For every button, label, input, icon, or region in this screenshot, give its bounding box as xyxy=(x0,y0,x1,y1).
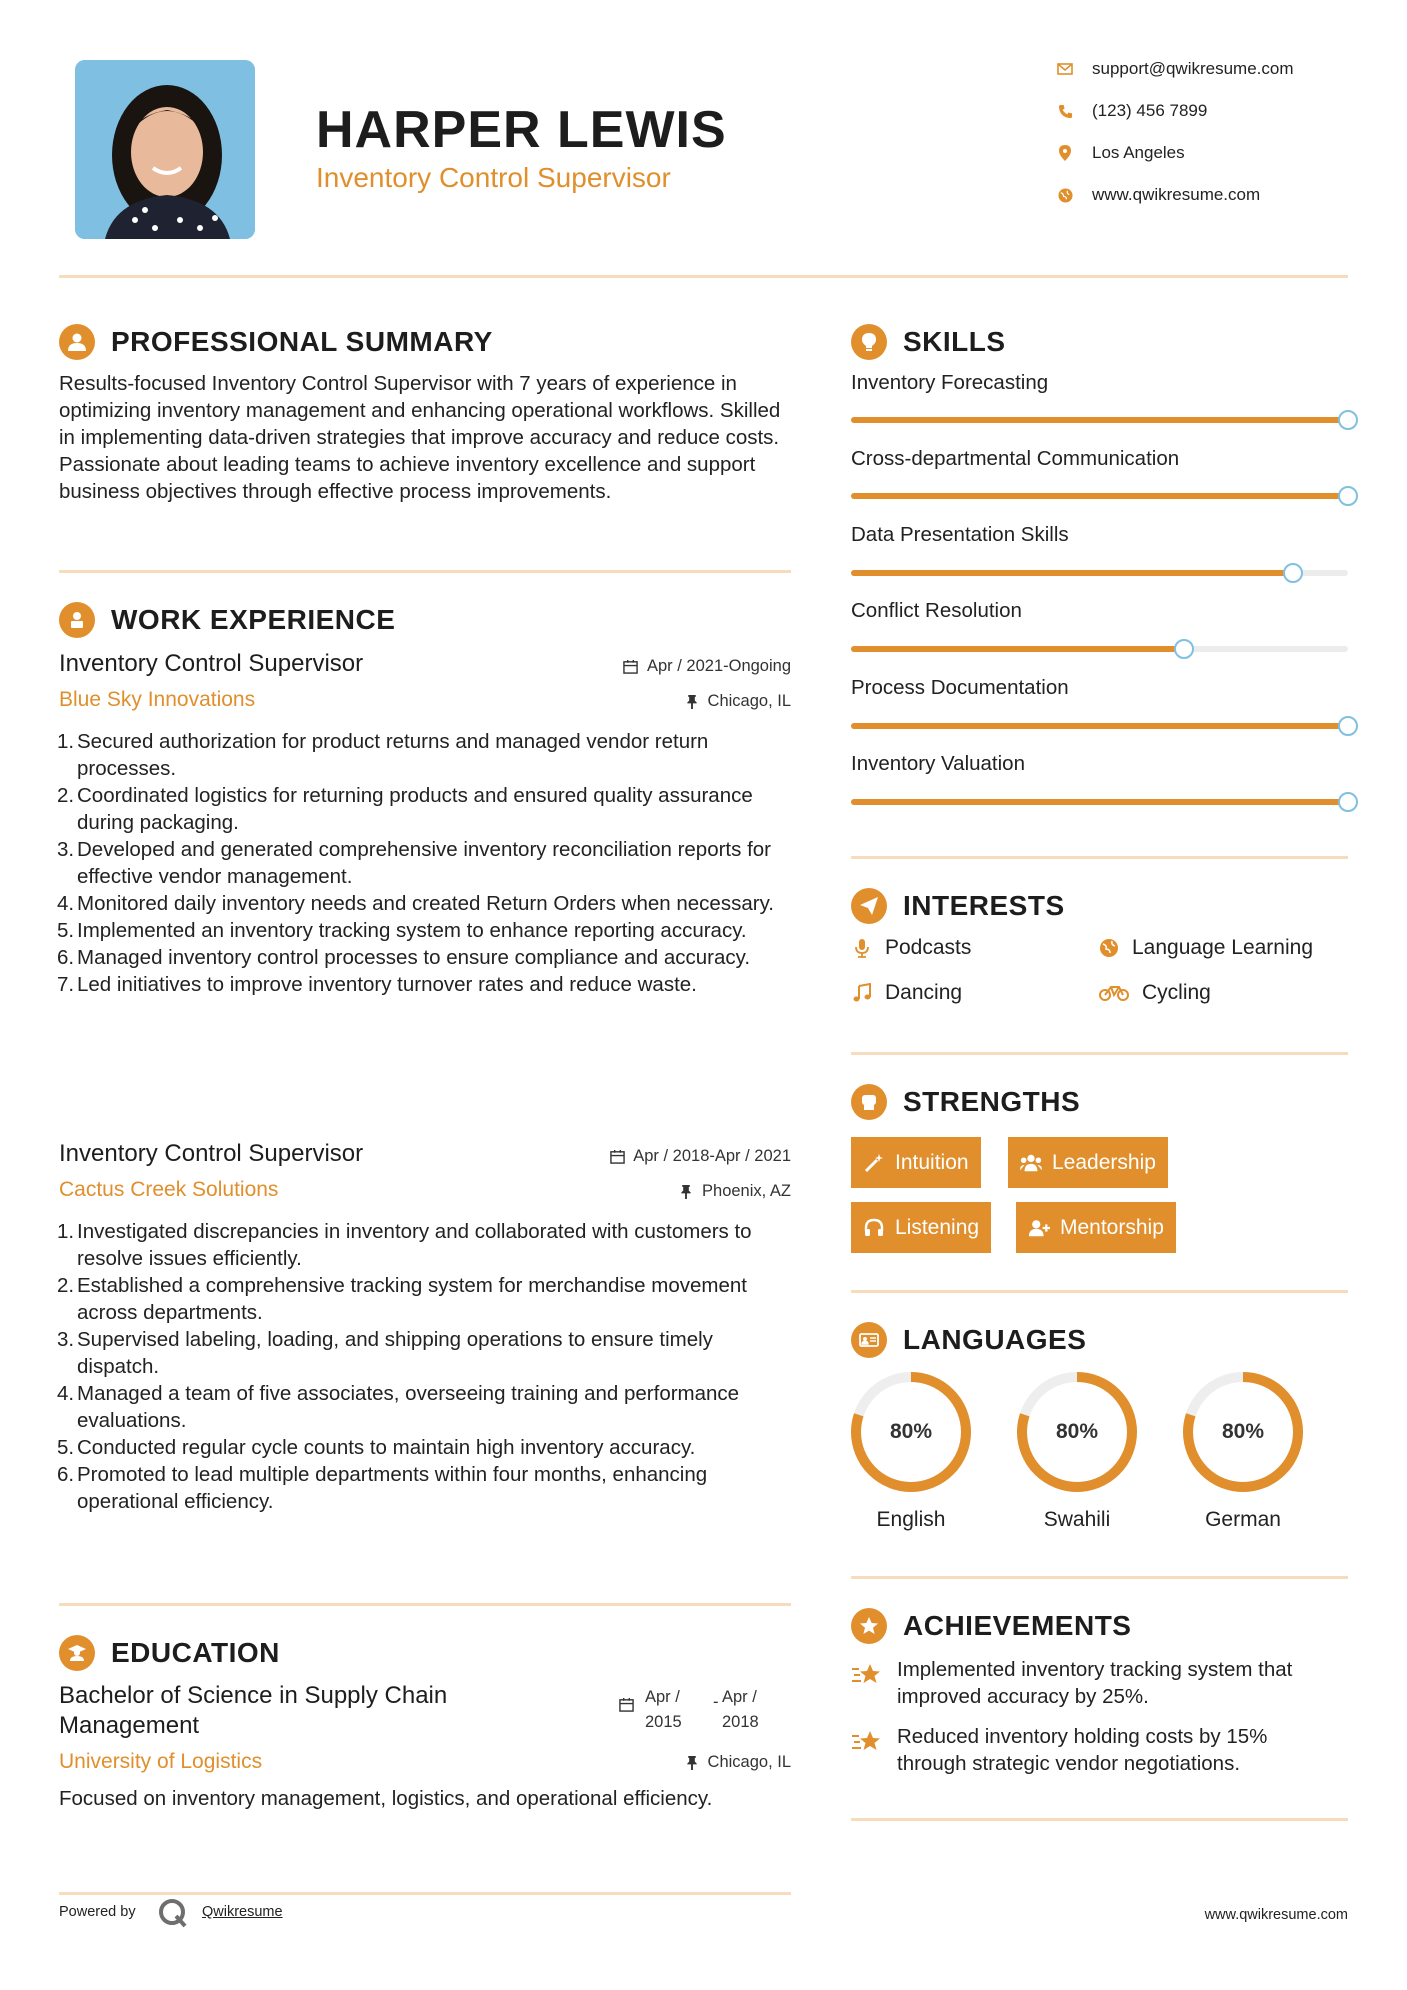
strengths-heading xyxy=(851,1084,1080,1120)
interest-dancing xyxy=(851,981,962,1005)
education-start-year: 2015 xyxy=(645,1713,682,1731)
powered-by-label: Powered by xyxy=(59,1904,136,1920)
strength-tag-listening xyxy=(851,1202,991,1253)
graduation-icon xyxy=(59,1635,95,1671)
contact-location-text: Los Angeles xyxy=(1092,143,1185,162)
skill-bar-fill xyxy=(851,417,1348,423)
globe-icon xyxy=(1098,937,1120,959)
list-item: 5. Implemented an inventory tracking system to enhance reporting accuracy. xyxy=(57,919,747,942)
skill-bar xyxy=(851,799,1348,805)
pushpin-icon xyxy=(684,694,700,710)
education-heading xyxy=(59,1635,280,1671)
footer-website[interactable]: www.qwikresume.com xyxy=(1204,1907,1348,1923)
list-item: 6. Promoted to lead multiple departments within four months, enhancing operational efficiency. xyxy=(57,1463,708,1513)
list-item: 6. Managed inventory control processes to ensure compliance and accuracy. xyxy=(57,946,751,969)
job-1-date-text: Apr / 2021-Ongoing xyxy=(646,657,791,675)
strength-label: Mentorship xyxy=(1060,1215,1164,1239)
skill-bar-knob xyxy=(1338,486,1358,506)
interests-title: INTERESTS xyxy=(903,890,1065,921)
achievements-heading xyxy=(851,1608,1131,1644)
contact-phone-text: (123) 456 7899 xyxy=(1092,101,1208,120)
skills-heading xyxy=(851,324,1006,360)
language-swahili xyxy=(1015,1370,1139,1531)
education-end-year: 2018 xyxy=(722,1713,759,1731)
education-divider xyxy=(59,1892,791,1895)
education-start-month: Apr / xyxy=(645,1688,680,1706)
language-name: English xyxy=(876,1508,946,1531)
skill-bar xyxy=(851,493,1348,499)
shooting-star-icon xyxy=(851,1658,883,1690)
job-2-location xyxy=(678,1182,791,1201)
degree-line-2: Management xyxy=(59,1712,200,1739)
skill-bar-knob xyxy=(1174,639,1194,659)
education-start-date xyxy=(645,1685,682,1735)
job-2-title: Inventory Control Supervisor xyxy=(59,1140,364,1167)
skill-bar-fill xyxy=(851,799,1348,805)
interest-cycling xyxy=(1098,981,1211,1005)
skill-bar-knob xyxy=(1338,716,1358,736)
interest-podcasts xyxy=(851,936,971,960)
education-location-text: Chicago, IL xyxy=(707,1753,791,1771)
languages-title: LANGUAGES xyxy=(903,1324,1087,1355)
strengths-title: STRENGTHS xyxy=(903,1086,1081,1117)
skill-bar-knob xyxy=(1338,792,1358,812)
list-item: 4. Monitored daily inventory needs and created Return Orders when necessary. xyxy=(57,892,774,915)
user-plus-icon xyxy=(1028,1217,1050,1239)
job-1-location xyxy=(684,692,791,711)
achievement-text: Reduced inventory holding costs by 15% through strategic vendor negotiations. xyxy=(897,1725,1268,1775)
skill-bar xyxy=(851,570,1348,576)
achievement-item xyxy=(851,1656,1321,1710)
skill-bar-knob xyxy=(1338,410,1358,430)
strength-tag-intuition xyxy=(851,1137,981,1188)
work-heading xyxy=(59,602,395,638)
user-icon xyxy=(59,324,95,360)
lightbulb-icon xyxy=(851,324,887,360)
language-english xyxy=(849,1370,973,1531)
summary-text: Results-focused Inventory Control Supervisor with 7 years of experience in optimizing inventory management and enhancing operational workflows. Skilled in implementing data-driven strategies that improve accuracy and reduce costs. Passionate about leading teams to achieve inventory excellence and support business objectives through effective process improvements. xyxy=(59,372,781,503)
contact-website xyxy=(1056,180,1260,210)
job-2-location-text: Phoenix, AZ xyxy=(702,1182,791,1200)
skills-divider xyxy=(851,856,1348,859)
job-1-date xyxy=(623,657,791,676)
skill-bar xyxy=(851,723,1348,729)
skill-bar-fill xyxy=(851,493,1348,499)
strengths-divider xyxy=(851,1290,1348,1293)
pushpin-icon xyxy=(684,1755,700,1771)
education-date-dash: - xyxy=(713,1693,719,1711)
education-end-month: Apr / xyxy=(722,1688,757,1706)
degree-line-1: Bachelor of Science in Supply Chain xyxy=(59,1682,448,1709)
list-item: 5. Conducted regular cycle counts to maintain high inventory accuracy. xyxy=(57,1436,696,1459)
skill-bar-knob xyxy=(1283,563,1303,583)
strength-label: Intuition xyxy=(895,1150,969,1174)
interests-divider xyxy=(851,1052,1348,1055)
job-2-company: Cactus Creek Solutions xyxy=(59,1178,279,1201)
interest-label: Dancing xyxy=(885,981,963,1004)
list-item: 2. Established a comprehensive tracking system for merchandise movement across departments. xyxy=(57,1274,747,1324)
list-item: 3. Developed and generated comprehensive inventory reconciliation reports for effective vendor management. xyxy=(57,838,771,888)
calendar-icon xyxy=(609,1149,625,1165)
list-item: 7. Led initiatives to improve inventory turnover rates and reduce waste. xyxy=(57,973,697,996)
language-german xyxy=(1181,1370,1305,1531)
phone-icon xyxy=(1056,102,1074,120)
education-title: EDUCATION xyxy=(111,1637,280,1668)
summary-title: PROFESSIONAL SUMMARY xyxy=(111,326,493,357)
globe-icon xyxy=(1056,186,1074,204)
id-card-icon xyxy=(851,1322,887,1358)
strength-label: Listening xyxy=(895,1215,980,1239)
contact-phone xyxy=(1056,96,1207,126)
contact-email-text[interactable]: support@qwikresume.com xyxy=(1092,59,1294,78)
job-1-company: Blue Sky Innovations xyxy=(59,688,256,711)
fist-icon xyxy=(851,1084,887,1120)
skill-bar-fill xyxy=(851,570,1293,576)
list-item: 1. Secured authorization for product returns and managed vendor return processes. xyxy=(57,730,709,780)
skill-name: Process Documentation xyxy=(851,676,1069,699)
pushpin-icon xyxy=(678,1184,694,1200)
profile-photo xyxy=(75,60,255,239)
strength-tag-leadership xyxy=(1008,1137,1168,1188)
microphone-icon xyxy=(851,937,873,959)
list-item: 1. Investigated discrepancies in inventory and collaborated with customers to resolve issues efficiently. xyxy=(57,1220,752,1270)
languages-heading xyxy=(851,1322,1086,1358)
language-name: Swahili xyxy=(1043,1508,1111,1531)
job-2-date xyxy=(609,1147,791,1166)
qwikresume-logo-icon xyxy=(158,1898,188,1933)
list-item: 4. Managed a team of five associates, overseeing training and performance evaluations. xyxy=(57,1382,740,1432)
interest-label: Podcasts xyxy=(885,936,972,959)
skill-bar-fill xyxy=(851,723,1348,729)
paper-plane-icon xyxy=(851,888,887,924)
achievements-title: ACHIEVEMENTS xyxy=(903,1610,1132,1641)
skill-bar-fill xyxy=(851,646,1184,652)
header-divider xyxy=(59,275,1348,278)
contact-location xyxy=(1056,138,1185,168)
music-note-icon xyxy=(851,982,873,1004)
envelope-icon xyxy=(1056,60,1074,78)
list-item: 3. Supervised labeling, loading, and shipping operations to ensure timely dispatch. xyxy=(57,1328,713,1378)
candidate-name: HARPER LEWIS xyxy=(316,101,727,159)
work-divider xyxy=(59,1603,791,1606)
list-item: 2. Coordinated logistics for returning products and ensured quality assurance during packaging. xyxy=(57,784,753,834)
language-percent: 80% xyxy=(1055,1420,1099,1443)
languages-divider xyxy=(851,1576,1348,1579)
strength-label: Leadership xyxy=(1052,1150,1156,1174)
job-1-title: Inventory Control Supervisor xyxy=(59,650,364,677)
job-2-bullets xyxy=(59,1218,794,1515)
headphones-icon xyxy=(863,1217,885,1239)
job-2-date-text: Apr / 2018-Apr / 2021 xyxy=(633,1147,791,1165)
achievement-text: Implemented inventory tracking system that improved accuracy by 25%. xyxy=(897,1658,1293,1708)
interest-label: Language Learning xyxy=(1132,936,1314,959)
skill-name: Cross-departmental Communication xyxy=(851,447,1180,470)
contact-website-text[interactable]: www.qwikresume.com xyxy=(1092,185,1261,204)
candidate-role: Inventory Control Supervisor xyxy=(316,162,671,193)
calendar-icon xyxy=(619,1697,634,1717)
shooting-star-icon xyxy=(851,1725,883,1757)
skill-name: Inventory Valuation xyxy=(851,752,1025,775)
skill-name: Data Presentation Skills xyxy=(851,523,1069,546)
briefcase-icon xyxy=(59,602,95,638)
job-1-bullets xyxy=(59,728,794,998)
job-1-location-text: Chicago, IL xyxy=(707,692,791,710)
summary-heading xyxy=(59,324,493,360)
bicycle-icon xyxy=(1098,982,1130,1004)
interest-language-learning xyxy=(1098,936,1313,960)
contact-email xyxy=(1056,54,1294,84)
achievement-item xyxy=(851,1723,1321,1777)
language-percent: 80% xyxy=(1221,1420,1265,1443)
language-percent: 80% xyxy=(889,1420,933,1443)
school-name: University of Logistics xyxy=(59,1750,263,1773)
education-text: Focused on inventory management, logistics, and operational efficiency. xyxy=(59,1787,713,1810)
qwikresume-link[interactable]: Qwikresume xyxy=(202,1904,283,1920)
work-title: WORK EXPERIENCE xyxy=(111,604,396,635)
star-badge-icon xyxy=(851,1608,887,1644)
interests-heading xyxy=(851,888,1065,924)
education-location xyxy=(684,1753,791,1772)
skills-title: SKILLS xyxy=(903,326,1006,357)
users-icon xyxy=(1020,1152,1042,1174)
magic-wand-icon xyxy=(863,1152,885,1174)
summary-divider xyxy=(59,570,791,573)
education-end-date xyxy=(722,1685,759,1735)
skill-bar xyxy=(851,646,1348,652)
strength-tag-mentorship xyxy=(1016,1202,1176,1253)
map-pin-icon xyxy=(1056,144,1074,162)
achievements-divider xyxy=(851,1818,1348,1821)
skill-bar xyxy=(851,417,1348,423)
skill-name: Inventory Forecasting xyxy=(851,371,1049,394)
interest-label: Cycling xyxy=(1142,981,1211,1004)
calendar-icon xyxy=(623,659,639,675)
language-name: German xyxy=(1205,1508,1281,1531)
skill-name: Conflict Resolution xyxy=(851,599,1022,622)
